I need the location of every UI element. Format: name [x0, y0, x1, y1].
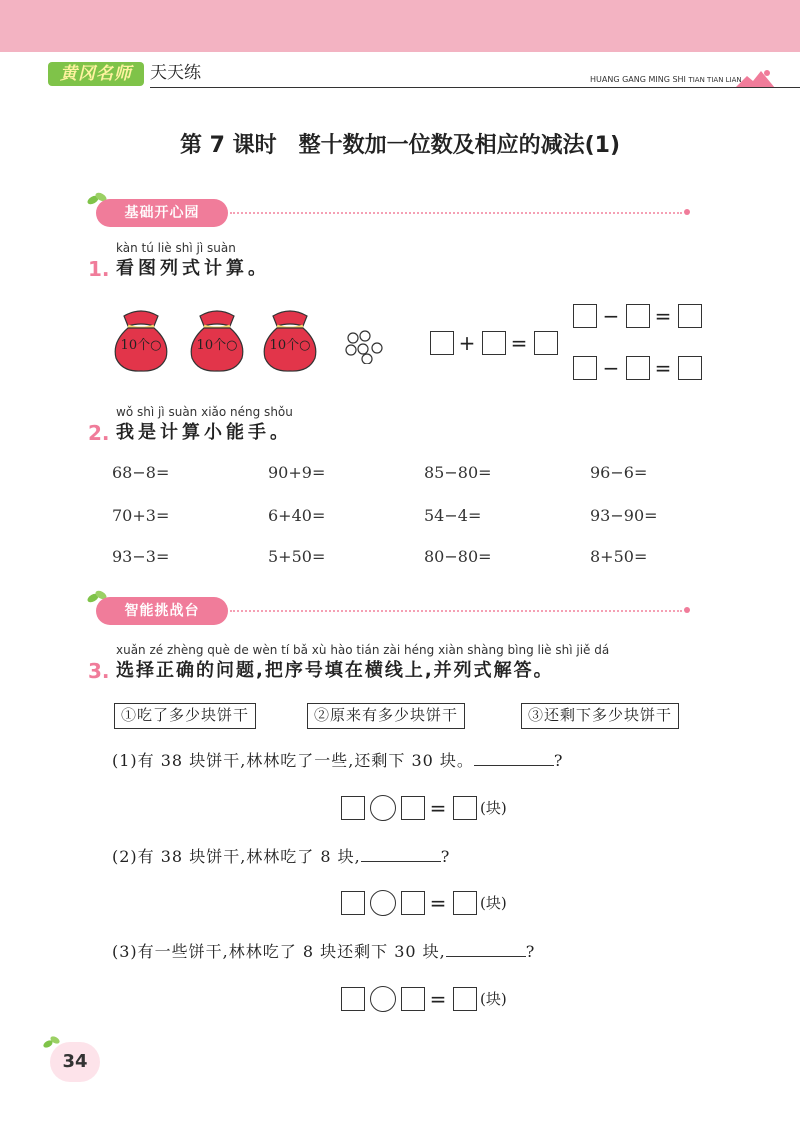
- series-name: 天天练: [150, 63, 201, 83]
- page-number: 34: [50, 1042, 100, 1082]
- operator-circle[interactable]: [370, 795, 396, 821]
- answer-box[interactable]: [341, 796, 365, 820]
- equals-sign: =: [510, 331, 528, 355]
- answer-blank[interactable]: [361, 845, 441, 862]
- answer-box[interactable]: [453, 796, 477, 820]
- series-pinyin: HUANG GANG MING SHI TIAN TIAN LIAN: [590, 75, 742, 84]
- header-rule: [150, 87, 800, 88]
- q1-text: 看图列式计算。: [116, 258, 270, 279]
- bag-label: 10个○: [196, 338, 238, 353]
- brand-logo: 黄冈名师: [48, 62, 144, 86]
- q1-pinyin: kàn tú liè shì jì suàn: [116, 241, 236, 255]
- calc-item: 85−80=: [424, 463, 492, 482]
- calc-item: 6+40=: [268, 506, 326, 525]
- sub-question-1: [112, 749, 563, 773]
- calc-item: 80−80=: [424, 547, 492, 566]
- loose-coins-icon: [343, 330, 387, 364]
- sub-question-2: [112, 845, 450, 869]
- answer-box[interactable]: [626, 356, 650, 380]
- answer-box[interactable]: [626, 304, 650, 328]
- answer-box[interactable]: [401, 796, 425, 820]
- equals-sign: =: [429, 987, 447, 1011]
- bag-label: 10个○: [120, 338, 162, 353]
- calc-item: 93−90=: [590, 506, 658, 525]
- operator-circle[interactable]: [370, 890, 396, 916]
- answer-box[interactable]: [341, 987, 365, 1011]
- page-title: 第 7 课时 整十数加一位数及相应的减法(1): [179, 133, 621, 158]
- answer-box[interactable]: [453, 891, 477, 915]
- equals-sign: =: [654, 356, 672, 380]
- section-divider: [230, 610, 682, 612]
- minus-sign: −: [602, 304, 620, 328]
- answer-blank[interactable]: [446, 940, 526, 957]
- q2-number: 2.: [88, 421, 110, 445]
- section-badge-basics: 基础开心园: [96, 199, 228, 227]
- answer-box[interactable]: [573, 356, 597, 380]
- plus-sign: +: [458, 331, 476, 355]
- q2-pinyin: wǒ shì jì suàn xiǎo néng shǒu: [116, 405, 293, 419]
- answer-blank[interactable]: [474, 749, 554, 766]
- section-divider-end: [684, 209, 690, 215]
- unit-label: (块): [480, 799, 507, 817]
- answer-box[interactable]: [401, 987, 425, 1011]
- answer-box[interactable]: [678, 356, 702, 380]
- calc-item: 68−8=: [112, 463, 170, 482]
- option-1: ①吃了多少块饼干: [114, 703, 256, 729]
- equals-sign: =: [654, 304, 672, 328]
- sub-question-3: [112, 940, 535, 964]
- question-mark: ?: [553, 751, 564, 770]
- q2-text: 我是计算小能手。: [116, 422, 292, 443]
- option-3: ③还剩下多少块饼干: [521, 703, 679, 729]
- calc-item: 70+3=: [112, 506, 170, 525]
- q3-text: 选择正确的问题,把序号填在横线上,并列式解答。: [116, 660, 554, 681]
- money-bag: [259, 306, 321, 372]
- calc-item: 54−4=: [424, 506, 482, 525]
- answer-box[interactable]: [534, 331, 558, 355]
- answer-box[interactable]: [453, 987, 477, 1011]
- calc-item: 5+50=: [268, 547, 326, 566]
- minus-sign: −: [602, 356, 620, 380]
- question-mark: ?: [440, 847, 451, 866]
- question-mark: ?: [525, 942, 536, 961]
- q3-pinyin: xuǎn zé zhèng què de wèn tí bǎ xù hào tián zài héng xiàn shàng bìng liè shì jiě dá: [116, 643, 610, 657]
- unit-label: (块): [480, 990, 507, 1008]
- unit-label: (块): [480, 894, 507, 912]
- sub-question-text: (2)有 38 块饼干,林林吃了 8 块,: [112, 847, 361, 866]
- calc-item: 93−3=: [112, 547, 170, 566]
- answer-box[interactable]: [401, 891, 425, 915]
- calc-item: 90+9=: [268, 463, 326, 482]
- answer-box[interactable]: [573, 304, 597, 328]
- q3-number: 3.: [88, 659, 110, 683]
- calc-item: 8+50=: [590, 547, 648, 566]
- option-2: ②原来有多少块饼干: [307, 703, 465, 729]
- q1-number: 1.: [88, 257, 110, 281]
- equals-sign: =: [429, 796, 447, 820]
- section-badge-challenge: 智能挑战台: [96, 597, 228, 625]
- section-divider-end: [684, 607, 690, 613]
- answer-box[interactable]: [678, 304, 702, 328]
- equals-sign: =: [429, 891, 447, 915]
- section-divider: [230, 212, 682, 214]
- operator-circle[interactable]: [370, 986, 396, 1012]
- mountain-icon: [735, 68, 775, 88]
- answer-box[interactable]: [341, 891, 365, 915]
- money-bag: [186, 306, 248, 372]
- answer-box[interactable]: [430, 331, 454, 355]
- money-bag: [110, 306, 172, 372]
- bag-label: 10个○: [269, 338, 311, 353]
- answer-box[interactable]: [482, 331, 506, 355]
- sub-question-text: (3)有一些饼干,林林吃了 8 块还剩下 30 块,: [112, 942, 446, 961]
- header-band: [0, 0, 800, 52]
- calc-item: 96−6=: [590, 463, 648, 482]
- sub-question-text: (1)有 38 块饼干,林林吃了一些,还剩下 30 块。: [112, 751, 474, 770]
